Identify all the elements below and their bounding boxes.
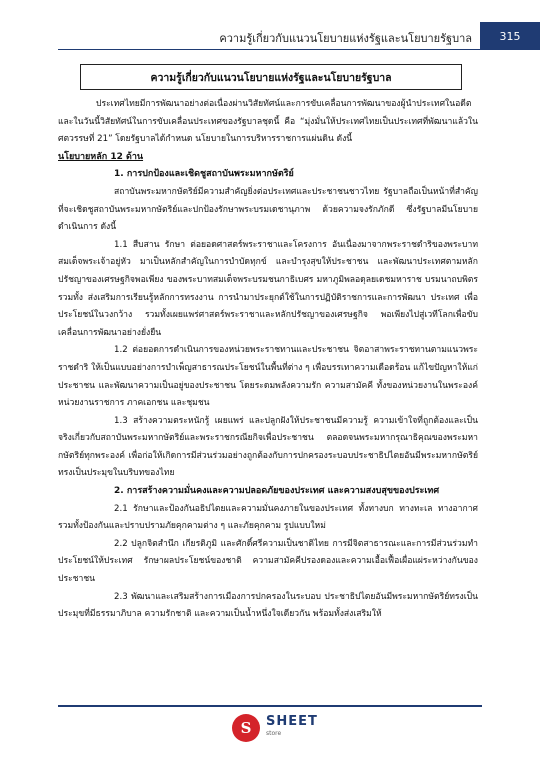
logo-name: SHEET [266, 714, 318, 729]
running-title: ความรู้เกี่ยวกับแนวนโยบายแห่งรัฐและนโยบายรัฐบาล [219, 32, 472, 45]
logo-text [266, 716, 318, 740]
item-1-3: 1.3 สร้างความตระหนักรู้ เผยแพร่ และปลูกฝังให้ประชาชนมีความรู้ ความเข้าใจที่ถูกต้องและเป็นจริงเกี่ยวกับสถาบันพระมหากษัตริย์และพระราชกรณียกิจเพื่อประชาชน ตลอดจนพระมหากรุณาธิคุณของพระมหากษัตริย์ทุกพระองค์ เพื่อก่อให้เกิดการมีส่วนร่วมอย่างถูกต้องกับการปกครองระบอบประชาธิปไตยอันมีพระมหากษัตริย์ทรงเป็นประมุขในบริบทของไทย [58, 415, 478, 479]
policy-heading: นโยบายหลัก 12 ด้าน [58, 151, 144, 162]
section-1-heading: 1. การปกป้องและเชิดชูสถาบันพระมหากษัตริย์ [114, 169, 294, 180]
section-1-paragraph: สถาบันพระมหากษัตริย์มีความสำคัญยิ่งต่อประเทศและประชาชนชาวไทย รัฐบาลถือเป็นหน้าที่สำคัญที่จะเชิดชูสถาบันพระมหากษัตริย์และปกป้องรักษาพระบรมเดชานุภาพ ด้วยความจงรักภักดี ซึ่งรัฐบาลมีนโยบายดำเนินการ ดังนี้ [58, 186, 478, 233]
document-body [58, 96, 478, 624]
running-header [0, 22, 540, 50]
item-2-1: 2.1 รักษาและป้องกันอธิปไตยและความมั่นคงภายในของประเทศ ทั้งทางบก ทางทะเล ทางอากาศ รวมทั้งป้องกันและปราบปรามภัยคุกคามต่าง ๆ และภัยคุกคาม รูปแบบใหม่ [58, 503, 478, 532]
footer-rule [58, 705, 482, 707]
sheet-store-logo [232, 714, 318, 742]
intro-paragraph: ประเทศไทยมีการพัฒนาอย่างต่อเนื่องผ่านวิสัยทัศน์และการขับเคลื่อนการพัฒนาของผู้นำประเทศในอดีต และในวันนี้วิสัยทัศน์ในการขับเคลื่อนประเทศของรัฐบาลชุดนี้ คือ “มุ่งมั่นให้ประเทศไทยเป็นประเทศที่พัฒนาแล้วในศตวรรษที่ 21” โดยรัฐบาลได้กำหนด นโยบายในการบริหารราชการแผ่นดิน ดังนี้ [58, 99, 478, 145]
item-1-1: 1.1 สืบสาน รักษา ต่อยอดศาสตร์พระราชาและโครงการ อันเนื่องมาจากพระราชดำริของพระบาทสมเด็จพระเจ้าอยู่หัว มาเป็นหลักสำคัญในการบำบัดทุกข์ และบำรุงสุขให้ประชาชน และพัฒนาประเทศตามหลักปรัชญาของเศรษฐกิจพอเพียง ของพระบาทสมเด็จพระบรมชนกาธิเบศร มหาภูมิพลอดุลยเดชมหาราช บรมนาถบพิตร รวมทั้ง ส่งเสริมการเรียนรู้หลักการทรงงาน การนำมาประยุกต์ใช้ในการปฏิบัติราชการและการพัฒนา ประเทศ เพื่อประโยชน์ในวงกว้าง รวมทั้งเผยแพร่ศาสตร์พระราชาและหลักปรัชญาของเศรษฐกิจ พอเพียงไปสู่เวทีโลกเพื่อขับเคลื่อนการพัฒนาอย่างยั่งยืน [58, 239, 478, 338]
page-number: 315 [480, 22, 540, 50]
chapter-title-box: ความรู้เกี่ยวกับแนวนโยบายแห่งรัฐและนโยบายรัฐบาล [80, 64, 462, 90]
item-2-3: 2.3 พัฒนาและเสริมสร้างการเมืองการปกครองในระบอบ ประชาธิปไตยอันมีพระมหากษัตริย์ทรงเป็นประมุขที่มีธรรมาภิบาล ความรักชาติ และความเป็นน้ำหนึ่งใจเดียวกัน พร้อมทั้งส่งเสริมให้ [58, 591, 478, 620]
logo-mark-icon: S [232, 714, 260, 742]
section-2-heading: 2. การสร้างความมั่นคงและความปลอดภัยของประเทศ และความสงบสุขของประเทศ [114, 486, 440, 497]
header-rule [58, 49, 540, 50]
logo-subtitle: store [266, 730, 282, 737]
item-1-2: 1.2 ต่อยอดการดำเนินการของหน่วยพระราชทานและประชาชน จิตอาสาพระราชทานตามแนวพระราชดำริ ให้เป็นแบบอย่างการบำเพ็ญสาธารณประโยชน์ในพื้นที่ต่าง ๆ เพื่อบรรเทาความเดือดร้อน แก้ไขปัญหาให้แก่ประชาชน และพัฒนาความเป็นอยู่ของประชาชน โดยระดมพลังความรัก ความสามัคคี ทั้งของหน่วยงานในพระองค์ หน่วยงานราชการ ภาคเอกชน และชุมชน [58, 345, 478, 409]
item-2-2: 2.2 ปลูกจิตสำนึก เกียรติภูมิ และศักดิ์ศรีความเป็นชาติไทย การมีจิตสาธารณะและการมีส่วนร่วมทำประโยชน์ให้ประเทศ รักษาผลประโยชน์ของชาติ ความสามัคคีปรองดองและความเอื้อเฟื้อเผื่อแผ่ระหว่างกันของประชาชน [58, 538, 478, 585]
